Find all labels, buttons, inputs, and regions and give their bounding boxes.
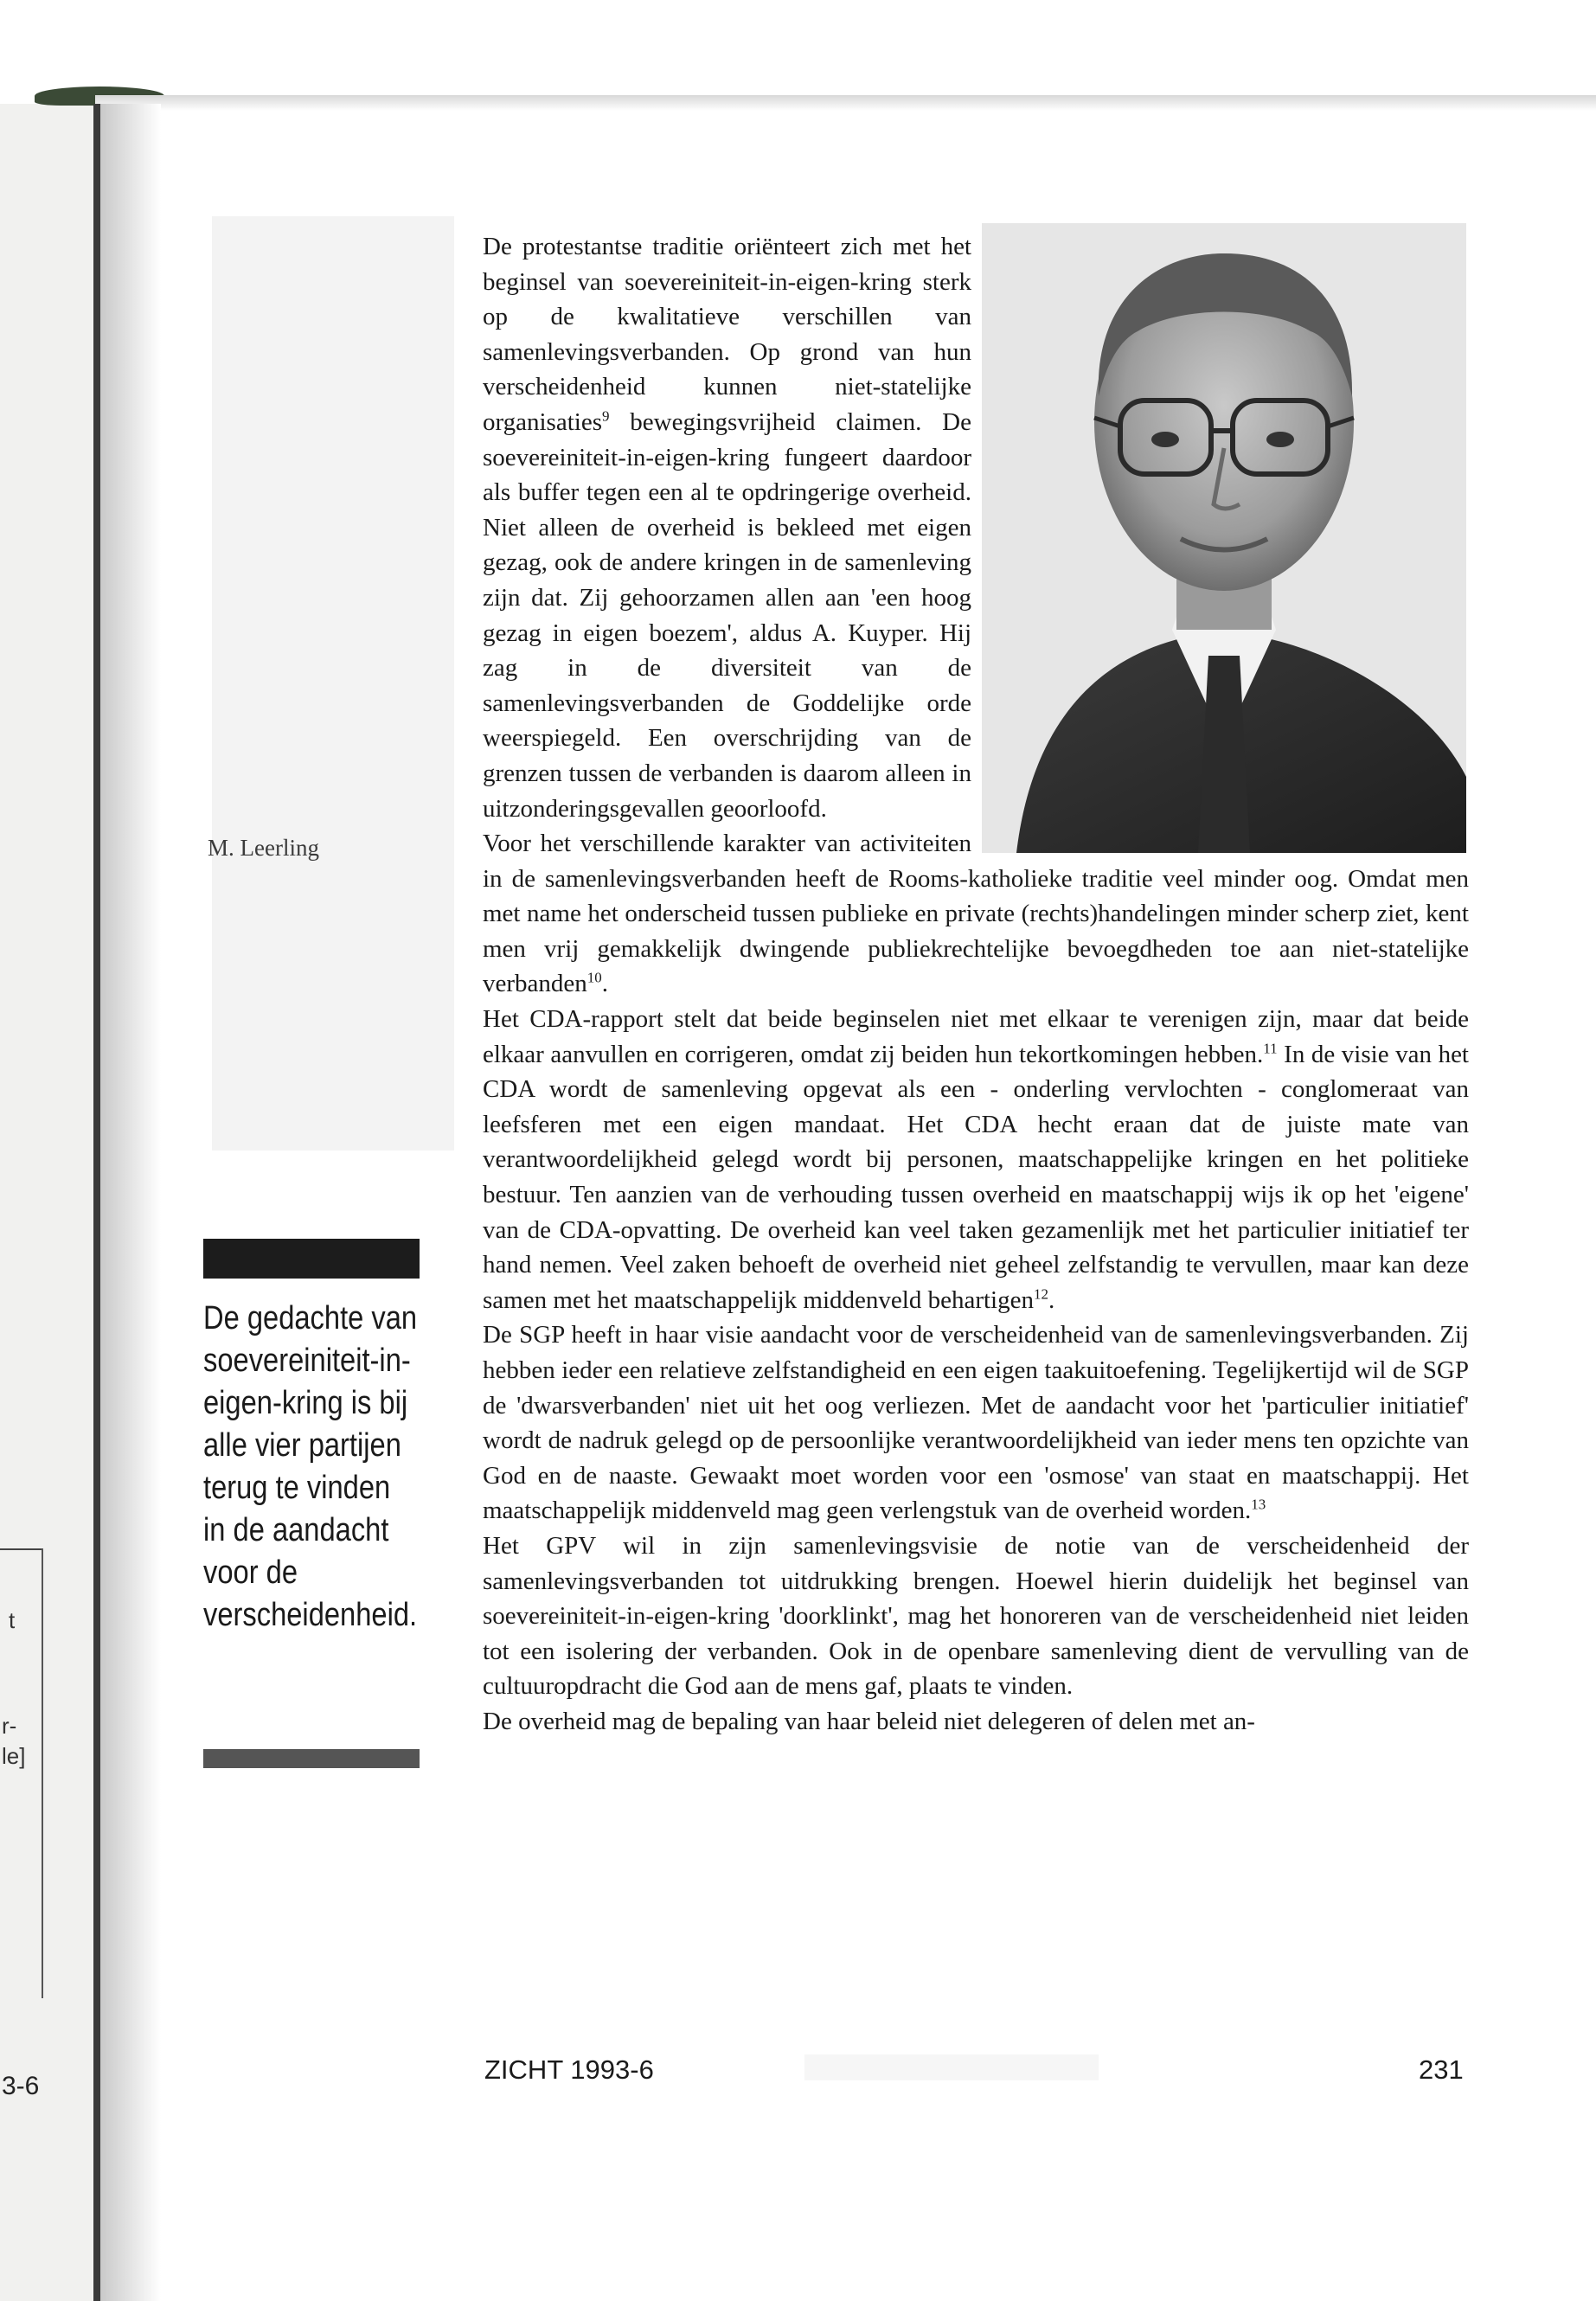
page-number: 231 [1419, 2054, 1464, 2085]
paragraph: De overheid mag de bepaling van haar beleid niet delegeren of delen met an- [483, 1707, 1255, 1735]
previous-page-vertical-rule [42, 1548, 43, 1998]
photo-text-wrap-spacer [971, 229, 1469, 861]
author-name: M. Leerling [208, 835, 319, 861]
page-top-shadow [95, 95, 1596, 111]
pull-quote: De gedachte van soevereiniteit-in-eigen-kring is bij alle vier partijen terug te vinden in de aandacht voor de verscheidenheid. [203, 1300, 418, 1633]
paragraph: De SGP heeft in haar visie aandacht voor de verscheidenheid van de samenlevingsverbanden. Zij hebben ieder een relatieve zelfstandigheid en een eigen taakuitoefening. Tegelijkertijd wil de SGP de 'dwarsverbanden' niet uit het oog verliezen. Met de aandacht voor het 'particulier initiatief' wordt de nadruk gelegd op de persoonlijke verantwoordelijkheid van ieder mens ten opzichte van God en de naaste. Gewaakt moet worden voor een 'osmose' van staat en maatschappij. Het maatschappelijk middenveld mag geen verlengstuk van de overheid worden.$^{13}$ [483, 1321, 1469, 1525]
previous-page-fragment: r- [2, 1713, 17, 1739]
binding-spine [93, 104, 100, 2301]
pull-quote-top-bar [203, 1239, 420, 1279]
spine-shadow [100, 104, 161, 2301]
previous-page-fragment: le] [2, 1743, 26, 1769]
footnote-ref[interactable]: 12 [1033, 1285, 1048, 1303]
footnote-ref[interactable]: 11 [1263, 1040, 1278, 1056]
previous-page-number: 3-6 [2, 2072, 40, 2100]
footer-bleed-through [804, 2054, 1099, 2080]
previous-page-strip [0, 104, 95, 2301]
paragraph: De protestantse traditie oriënteert zich met het beginsel van soevereiniteit-in-eigen-kring sterk op de kwalitatieve verschillen van samenlevingsverbanden. Op grond van hun verscheidenheid kunnen niet-statelijke organisaties$^9$ bewegingsvrijheid claimen. De soevereiniteit-in-eigen-kring fungeert daardoor als buffer tegen een al te opdringerige overheid. Niet alleen de overheid is bekleed met eigen gezag, ook de andere kringen in de samenleving zijn dat. Zij gehoorzamen allen aan 'een hoog gezag in eigen boezem', aldus A. Kuyper. Hij zag in de diversiteit van de samenlevingsverbanden de Goddelijke orde weerspiegeld. Een overschrijding van de grenzen tussen de verbanden is daarom alleen in uitzonderingsgevallen geoorloofd. [483, 233, 971, 823]
pull-quote-bottom-bar [203, 1749, 420, 1768]
footnote-ref[interactable]: 13 [1251, 1496, 1266, 1513]
previous-page-fragment: t [9, 1607, 16, 1633]
footnote-ref[interactable]: 9 [602, 407, 610, 425]
left-margin-panel [212, 216, 454, 1150]
journal-footer: ZICHT 1993-6 [484, 2054, 654, 2085]
paragraph: Het CDA-rapport stelt dat beide beginselen niet met elkaar te verenigen zijn, maar dat beide elkaar aanvullen en corrigeren, omdat zij beiden hun tekortkomingen hebben.$^{11}$ In de visie van het CDA wordt de samenleving opgevat als een - onderling vervlochten - conglomeraat van leefsferen met een eigen mandaat. Het CDA hecht eraan dat de juiste mate van verantwoordelijkheid gelegd wordt bij personen, maatschappelijke kringen en het politieke bestuur. Ten aanzien van de verhouding tussen overheid en maatschappij wijs ik op het 'eigene' van de CDA-opvatting. De overheid kan veel taken gezamenlijk met het particulier initiatief ter hand nemen. Veel zaken behoeft de overheid niet geheel zelfstandig te vervullen, maar kan deze samen met het maatschappelijk middenveld behartigen$^{12}$. [483, 1005, 1469, 1314]
paragraph: Het GPV wil in zijn samenlevingsvisie de notie van de verscheidenheid der samenlevingsverbanden tot uitdrukking brengen. Hoewel hierin duidelijk het beginsel van soevereiniteit-in-eigen-kring 'doorklinkt', mag het honoreren van de verscheidenheid niet leiden tot een isolering der verbanden. Ook in de openbare samenleving dient de vervulling van de cultuuropdracht die God aan de mens gaf, plaats te vinden. [483, 1531, 1469, 1701]
footnote-ref[interactable]: 10 [586, 969, 602, 986]
article-body [483, 229, 1469, 1740]
paragraph: Voor het verschillende karakter van activiteiten in de samenlevingsverbanden heeft de Rooms-katholieke traditie veel minder oog. Omdat men met name het onderscheid tussen publieke en private (rechts)handelingen minder scherp ziet, kent men vrij gemakkelijk dwingende publiekrechtelijke bevoegdheden toe aan niet-statelijke verbanden$^{10}$. [483, 830, 1469, 998]
previous-page-rule [0, 1548, 42, 1550]
